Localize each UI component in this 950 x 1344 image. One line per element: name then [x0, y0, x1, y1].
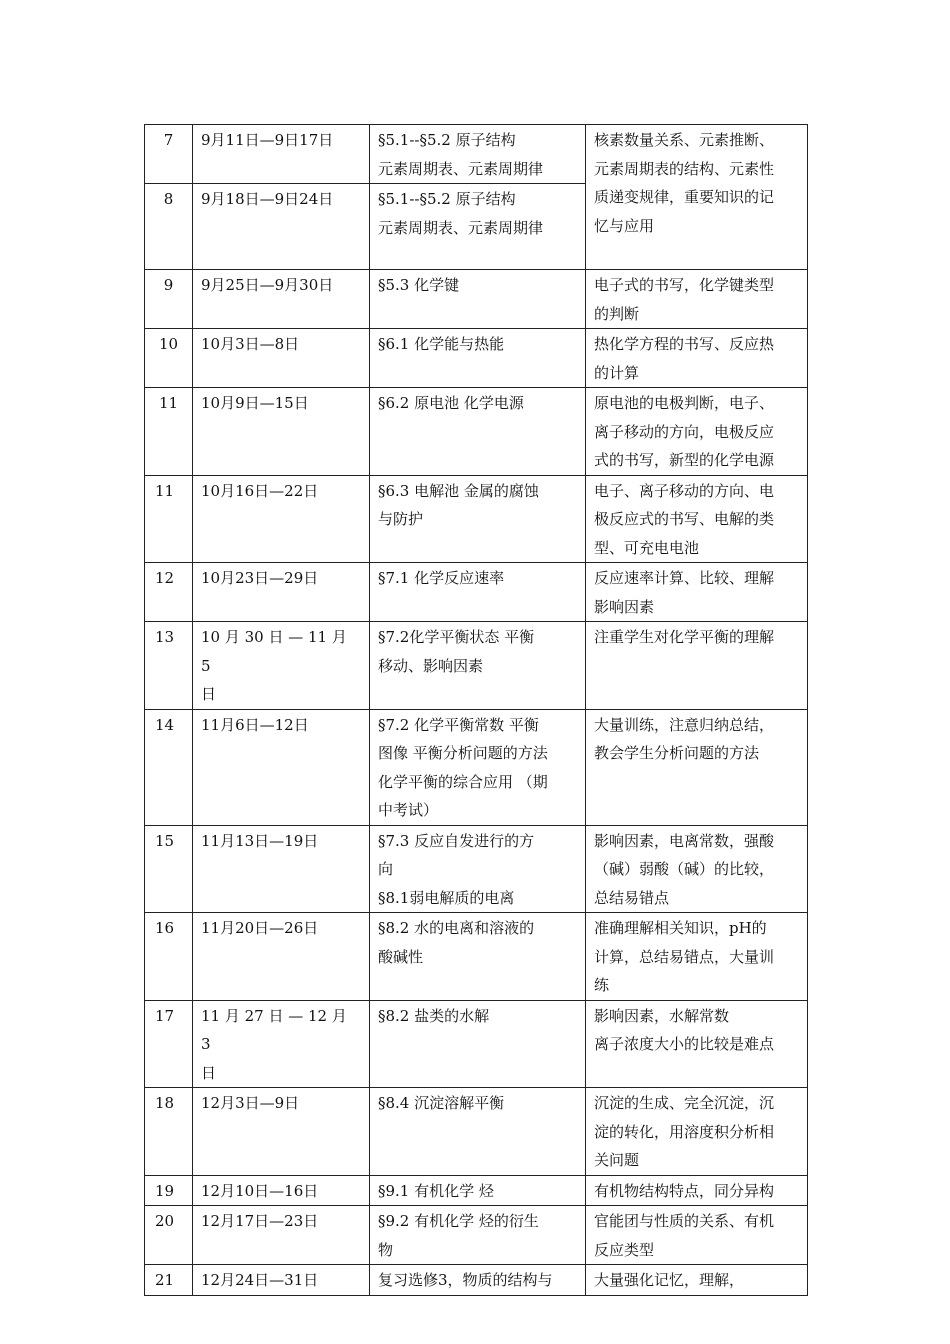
week-number: 17: [145, 1000, 193, 1088]
key-points: 核素数量关系、元素推断、 元素周期表的结构、元素性 质递变规律，重要知识的记 忆与应用: [586, 125, 808, 270]
topic: §9.1 有机化学 烃: [370, 1175, 586, 1206]
table-row: [145, 475, 808, 563]
table-row: [145, 270, 808, 329]
week-number: 21: [145, 1265, 193, 1296]
topic: §6.1 化学能与热能: [370, 329, 586, 388]
topic: §8.2 盐类的水解: [370, 1000, 586, 1088]
table-row: [145, 125, 808, 184]
date-range: 11 月 27 日 — 12 月 3 日: [193, 1000, 370, 1088]
date-range: 12月10日—16日: [193, 1175, 370, 1206]
date-range: 9月25日—9月30日: [193, 270, 370, 329]
table-row: [145, 1175, 808, 1206]
topic: §7.2 化学平衡常数 平衡 图像 平衡分析问题的方法 化学平衡的综合应用 （期 中考试）: [370, 709, 586, 825]
topic: §8.2 水的电离和溶液的 酸碱性: [370, 913, 586, 1001]
key-points: 准确理解相关知识，pH的 计算，总结易错点，大量训 练: [586, 913, 808, 1001]
date-range: 9月11日—9日17日: [193, 125, 370, 184]
week-number: 8: [145, 184, 193, 270]
key-points: 热化学方程的书写、反应热 的计算: [586, 329, 808, 388]
key-points: 反应速率计算、比较、理解 影响因素: [586, 563, 808, 622]
week-number: 9: [145, 270, 193, 329]
topic: §6.3 电解池 金属的腐蚀 与防护: [370, 475, 586, 563]
table-row: [145, 1206, 808, 1265]
week-number: 16: [145, 913, 193, 1001]
key-points: 大量训练，注意归纳总结， 教会学生分析问题的方法: [586, 709, 808, 825]
date-range: 11月6日—12日: [193, 709, 370, 825]
date-range: 10月23日—29日: [193, 563, 370, 622]
week-number: 11: [145, 475, 193, 563]
topic: §5.3 化学键: [370, 270, 586, 329]
key-points: 大量强化记忆，理解，: [586, 1265, 808, 1296]
key-points: 原电池的电极判断，电子、 离子移动的方向，电极反应 式的书写，新型的化学电源: [586, 388, 808, 476]
schedule-table: [144, 124, 808, 1296]
table-row: [145, 329, 808, 388]
topic: §6.2 原电池 化学电源: [370, 388, 586, 476]
week-number: 18: [145, 1088, 193, 1176]
table-row: [145, 388, 808, 476]
key-points: 沉淀的生成、完全沉淀，沉 淀的转化，用溶度积分析相 关问题: [586, 1088, 808, 1176]
key-points: 影响因素，电离常数，强酸 （碱）弱酸（碱）的比较， 总结易错点: [586, 825, 808, 913]
key-points: 电子式的书写，化学键类型 的判断: [586, 270, 808, 329]
topic: §7.3 反应自发进行的方 向 §8.1弱电解质的电离: [370, 825, 586, 913]
table-row: [145, 1088, 808, 1176]
week-number: 13: [145, 622, 193, 710]
date-range: 11月20日—26日: [193, 913, 370, 1001]
table-row: [145, 709, 808, 825]
week-number: 12: [145, 563, 193, 622]
table-row: [145, 563, 808, 622]
key-points: 电子、离子移动的方向、电 极反应式的书写、电解的类 型、可充电电池: [586, 475, 808, 563]
date-range: 12月17日—23日: [193, 1206, 370, 1265]
key-points: 有机物结构特点，同分异构: [586, 1175, 808, 1206]
topic: 复习选修3，物质的结构与: [370, 1265, 586, 1296]
week-number: 15: [145, 825, 193, 913]
table-row: [145, 1000, 808, 1088]
week-number: 7: [145, 125, 193, 184]
date-range: 12月3日—9日: [193, 1088, 370, 1176]
date-range: 10月16日—22日: [193, 475, 370, 563]
topic: §5.1--§5.2 原子结构 元素周期表、元素周期律: [370, 125, 586, 184]
topic: §5.1--§5.2 原子结构 元素周期表、元素周期律: [370, 184, 586, 270]
table-row: [145, 913, 808, 1001]
key-points: 影响因素，水解常数 离子浓度大小的比较是难点: [586, 1000, 808, 1088]
topic: §7.2化学平衡状态 平衡 移动、影响因素: [370, 622, 586, 710]
table-row: [145, 825, 808, 913]
key-points: 注重学生对化学平衡的理解: [586, 622, 808, 710]
date-range: 10月3日—8日: [193, 329, 370, 388]
week-number: 14: [145, 709, 193, 825]
date-range: 12月24日—31日: [193, 1265, 370, 1296]
week-number: 11: [145, 388, 193, 476]
week-number: 19: [145, 1175, 193, 1206]
week-number: 20: [145, 1206, 193, 1265]
date-range: 9月18日—9日24日: [193, 184, 370, 270]
topic: §7.1 化学反应速率: [370, 563, 586, 622]
date-range: 10月9日—15日: [193, 388, 370, 476]
week-number: 10: [145, 329, 193, 388]
date-range: 11月13日—19日: [193, 825, 370, 913]
date-range: 10 月 30 日 — 11 月 5 日: [193, 622, 370, 710]
table-row: [145, 1265, 808, 1296]
topic: §9.2 有机化学 烃的衍生 物: [370, 1206, 586, 1265]
table-row: [145, 622, 808, 710]
topic: §8.4 沉淀溶解平衡: [370, 1088, 586, 1176]
key-points: 官能团与性质的关系、有机 反应类型: [586, 1206, 808, 1265]
